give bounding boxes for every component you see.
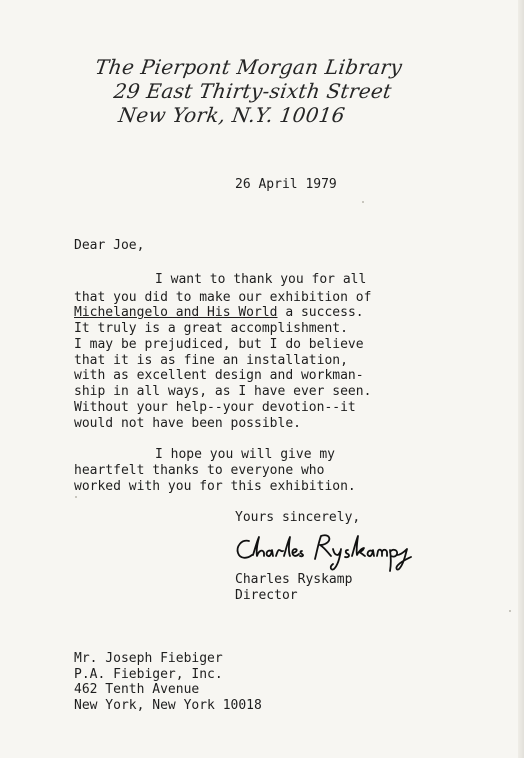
body-line: that you did to make our exhibition of	[74, 290, 372, 305]
recipient-street: 462 Tenth Avenue	[74, 682, 200, 697]
body-text: a success.	[277, 305, 364, 320]
handwritten-signature	[235, 531, 445, 575]
body-line: with as excellent design and workman-	[74, 368, 364, 383]
exhibition-title: Michelangelo and His World	[74, 305, 278, 320]
recipient-name: Mr. Joseph Fiebiger	[74, 651, 223, 666]
letterhead-city: New York, N.Y. 10016	[116, 103, 347, 127]
recipient-company: P.A. Fiebiger, Inc.	[74, 667, 223, 682]
body-line: would not have been possible.	[74, 416, 301, 431]
letter-date: 26 April 1979	[235, 177, 337, 192]
body-line: I hope you will give my	[155, 447, 336, 462]
salutation: Dear Joe,	[74, 238, 145, 253]
page-edge-shadow	[518, 0, 524, 758]
letterhead	[87, 55, 404, 127]
letterhead-name: The Pierpont Morgan Library	[93, 55, 404, 79]
body-line: ship in all ways, as I have ever seen.	[74, 384, 372, 399]
body-line-with-title	[74, 305, 364, 320]
paper-speck	[509, 610, 511, 612]
recipient-city: New York, New York 10018	[74, 698, 262, 713]
letterhead-street: 29 East Thirty-sixth Street	[112, 79, 394, 103]
body-line: worked with you for this exhibition.	[74, 479, 356, 494]
body-line: I may be prejudiced, but I do believe	[74, 337, 364, 352]
closing: Yours sincerely,	[235, 510, 361, 525]
paper-speck	[362, 201, 364, 203]
paper-speck	[75, 496, 77, 498]
sender-name: Charles Ryskamp	[235, 572, 353, 587]
body-line: that it is as fine an installation,	[74, 353, 348, 368]
body-line: It truly is a great accomplishment.	[74, 321, 348, 336]
body-line: heartfelt thanks to everyone who	[74, 463, 325, 478]
sender-title: Director	[235, 588, 298, 603]
body-line: Without your help--your devotion--it	[74, 400, 356, 415]
body-line: I want to thank you for all	[155, 272, 367, 287]
